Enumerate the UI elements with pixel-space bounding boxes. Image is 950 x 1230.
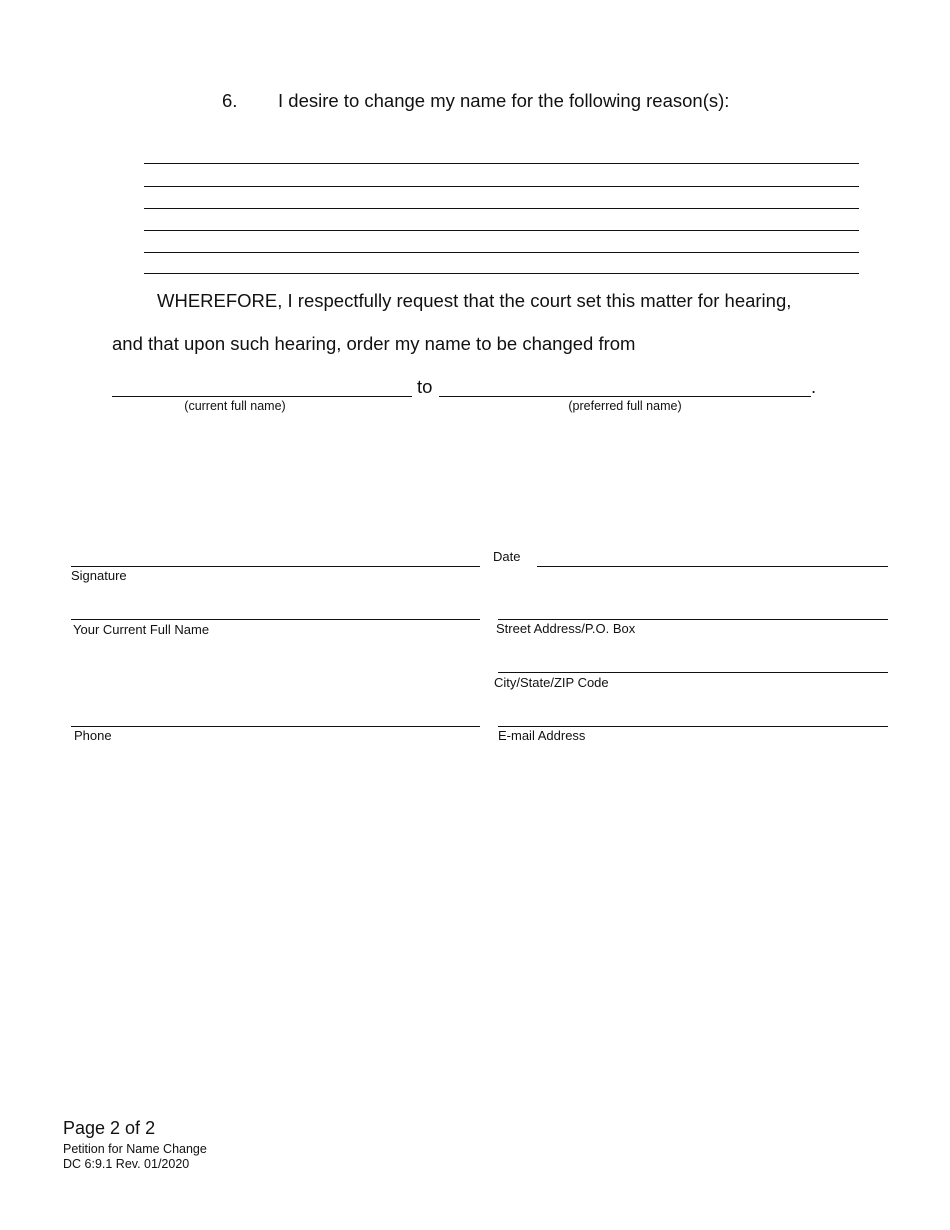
street-address-label: Street Address/P.O. Box (496, 621, 636, 636)
reason-line[interactable] (144, 186, 859, 187)
reason-line[interactable] (144, 230, 859, 231)
reason-line[interactable] (144, 252, 859, 253)
wherefore-line-1: WHEREFORE, I respectfully request that the court set this matter for hearing, (157, 290, 792, 311)
phone-field[interactable] (71, 726, 480, 727)
reason-line[interactable] (144, 163, 859, 164)
date-field[interactable] (537, 566, 888, 567)
to-word: to (417, 376, 433, 397)
city-state-zip-field[interactable] (498, 672, 888, 673)
current-full-name-field[interactable] (71, 619, 480, 620)
email-field[interactable] (498, 726, 888, 727)
date-label: Date (493, 549, 521, 564)
street-address-field[interactable] (498, 619, 888, 620)
current-name-caption: (current full name) (184, 399, 286, 413)
form-code: DC 6:9.1 Rev. 01/2020 (63, 1157, 190, 1171)
signature-label: Signature (71, 568, 127, 583)
preferred-name-caption: (preferred full name) (568, 399, 682, 413)
city-state-zip-label: City/State/ZIP Code (494, 675, 609, 690)
item-number: 6. (222, 90, 238, 111)
signature-field[interactable] (71, 566, 480, 567)
page-number: Page 2 of 2 (63, 1118, 156, 1138)
sentence-period: . (811, 376, 817, 397)
form-title: Petition for Name Change (63, 1142, 207, 1156)
preferred-name-field[interactable] (439, 396, 811, 397)
item-reason-prompt: I desire to change my name for the following reason(s): (278, 90, 730, 111)
phone-label: Phone (74, 728, 112, 743)
current-full-name-label: Your Current Full Name (73, 622, 210, 637)
current-name-field[interactable] (112, 396, 412, 397)
wherefore-line-2: and that upon such hearing, order my name to be changed from (112, 333, 636, 354)
reason-line[interactable] (144, 208, 859, 209)
reason-line[interactable] (144, 273, 859, 274)
email-label: E-mail Address (498, 728, 586, 743)
